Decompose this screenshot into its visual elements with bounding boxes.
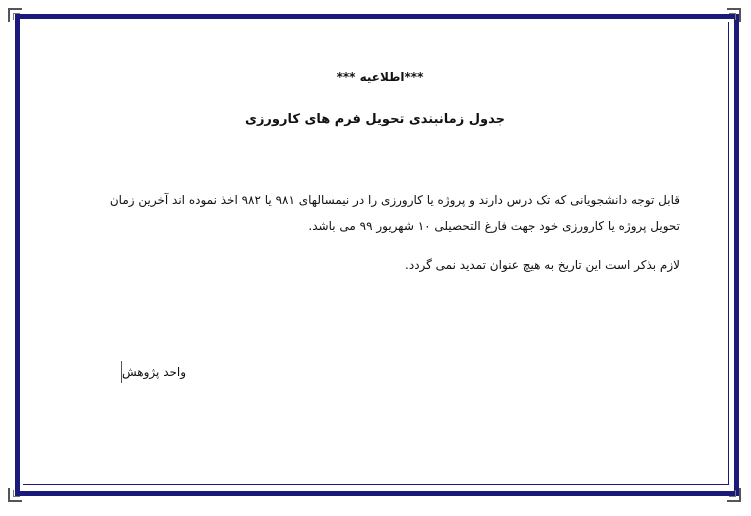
page-border-inner-line [23,22,729,485]
corner-mark-top-right [727,8,741,22]
announcement-heading: ***اطلاعیه *** [336,70,424,84]
signature: واحد پژوهش [122,365,187,379]
document-title: جدول زمانبندی تحویل فرم های کارورزی [245,112,505,127]
corner-mark-bottom-right [727,488,741,502]
corner-mark-bottom-left [8,488,22,502]
corner-mark-top-left [8,8,22,22]
paragraph-line-2: تحویل پروژه یا کارورزی خود جهت فارغ التحصیلی ۱۰ شهریور ۹۹ می باشد. [308,219,680,233]
note-line: لازم بذکر است این تاریخ به هیچ عنوان تمدید نمی گردد. [405,258,680,272]
paragraph-line-1: قابل توجه دانشجویانی که تک درس دارند و پروژه یا کارورزی را در نیمسالهای ۹۸۱ یا ۹۸۲ اخذ نموده اند آخرین زمان [109,193,680,207]
